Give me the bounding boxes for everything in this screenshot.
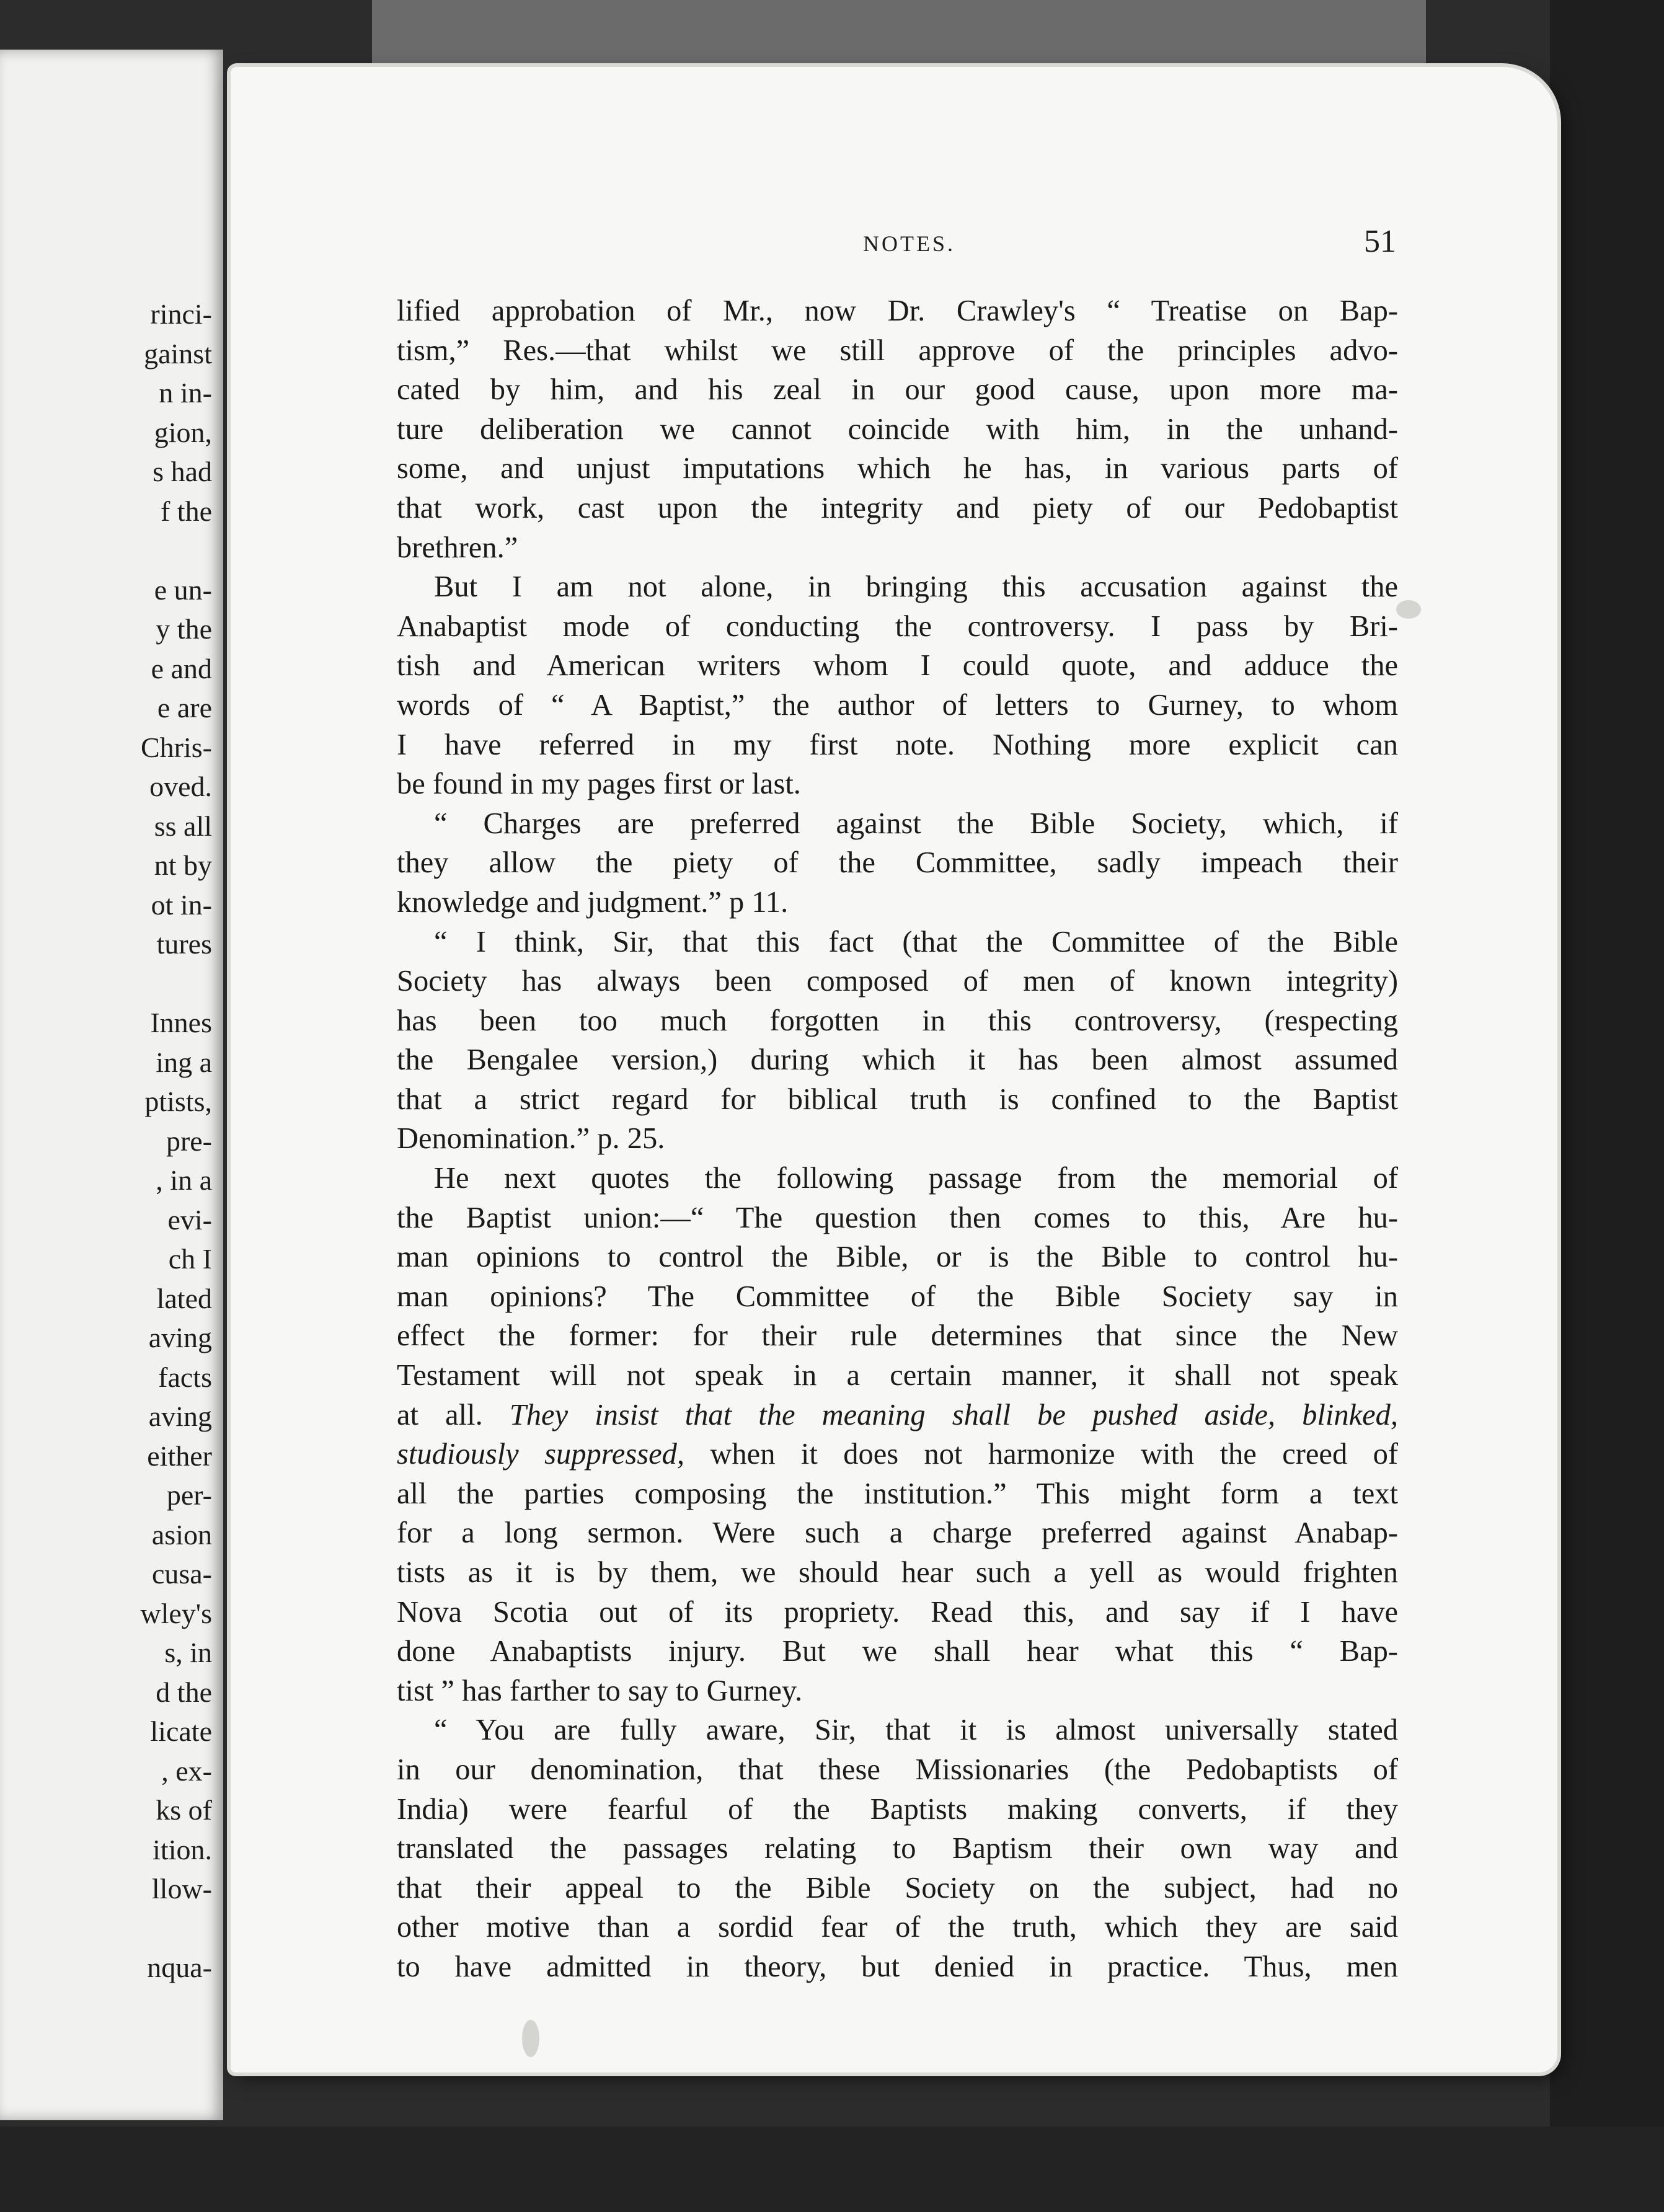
page-number: 51 xyxy=(1364,224,1396,259)
text-line: words of “ A Baptist,” the author of letters to Gurney, to whom xyxy=(397,688,1398,722)
fragment-line: nt by xyxy=(154,849,212,881)
fragment-line: aving xyxy=(148,1322,212,1353)
paragraph-first-line: He next quotes the following passage from the memorial of xyxy=(434,1162,1398,1195)
fragment-line: cusa- xyxy=(151,1558,212,1590)
text-segment: at all. xyxy=(397,1398,483,1431)
text-line: Denomination.” p. 25. xyxy=(397,1122,665,1156)
text-segment: when it does not harmonize with the creed of xyxy=(710,1438,1399,1471)
text-line: be found in my pages first or last. xyxy=(397,768,801,801)
fragment-line xyxy=(7,964,212,1004)
italic-quote-segment: They insist that the meaning shall be pushed aside, blinked, xyxy=(509,1398,1399,1431)
text-line: brethren.” xyxy=(397,531,518,564)
fragment-line: ch I xyxy=(168,1243,212,1275)
text-line: other motive than a sordid fear of the truth, which they are said xyxy=(397,1911,1398,1944)
paragraph-first-line: “ Charges are preferred against the Bible Society, which, if xyxy=(434,807,1398,840)
running-head xyxy=(404,223,1396,267)
facing-page-left xyxy=(0,50,223,2120)
fragment-line: , ex- xyxy=(161,1754,212,1787)
text-line: cated by him, and his zeal in our good cause, upon more ma- xyxy=(397,373,1398,407)
fragment-line: licate xyxy=(150,1715,212,1747)
facing-page-text xyxy=(7,294,212,1988)
fragment-line: gion, xyxy=(154,416,212,448)
text-line: ture deliberation we cannot coincide with him, in the unhand- xyxy=(397,412,1398,446)
fragment-line: lated xyxy=(156,1282,212,1314)
paper-blemish xyxy=(522,2020,539,2057)
text-line: in our denomination, that these Missionaries (the Pedobaptists of xyxy=(397,1753,1398,1786)
paragraph-first-line: “ You are fully aware, Sir, that it is almost universally stated xyxy=(434,1714,1398,1747)
fragment-line: ptists, xyxy=(144,1086,212,1117)
fragment-line: ss all xyxy=(154,810,212,842)
fragment-line: e are xyxy=(157,692,212,723)
text-line: lified approbation of Mr., now Dr. Crawley's “ Treatise on Bap- xyxy=(397,294,1398,327)
text-line: some, and unjust imputations which he has, in various parts of xyxy=(397,452,1398,485)
text-line: Society has always been composed of men of known integrity) xyxy=(397,965,1398,998)
text-line: that their appeal to the Bible Society on the subject, had no xyxy=(397,1871,1398,1905)
text-line-with-italic xyxy=(397,1396,1398,1435)
text-line: effect the former: for their rule determines that since the New xyxy=(397,1319,1398,1353)
fragment-line: wley's xyxy=(140,1597,212,1629)
fragment-line: rinci- xyxy=(150,298,212,330)
text-line: Testament will not speak in a certain manner, it shall not speak xyxy=(397,1359,1398,1392)
text-line: Nova Scotia out of its propriety. Read this, and say if I have xyxy=(397,1595,1398,1629)
fragment-line: y the xyxy=(156,613,212,645)
fragment-line: aving xyxy=(148,1400,212,1432)
paragraph-first-line: But I am not alone, in bringing this accusation against the xyxy=(434,570,1398,604)
fragment-line xyxy=(7,1909,212,1949)
scan-background-bottom xyxy=(0,2126,1664,2212)
fragment-line: s had xyxy=(153,456,212,487)
text-line-with-italic xyxy=(397,1435,1398,1474)
italic-quote-segment: studiously suppressed, xyxy=(397,1438,684,1471)
fragment-line: ition. xyxy=(153,1833,212,1865)
text-line: that work, cast upon the integrity and piety of our Pedobaptist xyxy=(397,491,1398,524)
fragment-line: oved. xyxy=(149,771,212,802)
paragraph-first-line: “ I think, Sir, that this fact (that the Committee of the Bible xyxy=(434,925,1398,958)
fragment-line: s, in xyxy=(164,1637,212,1668)
fragment-line: either xyxy=(147,1440,212,1472)
text-line: Anabaptist mode of conducting the controversy. I pass by Bri- xyxy=(397,609,1398,643)
text-line: tism,” Res.—that whilst we still approve of the principles advo- xyxy=(397,334,1398,367)
fragment-line: pre- xyxy=(166,1125,212,1157)
fragment-line xyxy=(7,531,212,570)
fragment-line: evi- xyxy=(167,1203,212,1236)
text-line: tists as it is by them, we should hear such a yell as would frighten xyxy=(397,1556,1398,1589)
fragment-line: Innes xyxy=(150,1007,212,1038)
text-line: tish and American writers whom I could quote, and adduce the xyxy=(397,649,1398,683)
text-line: translated the passages relating to Baptism their own way and xyxy=(397,1832,1398,1865)
fragment-line: f the xyxy=(160,495,212,527)
running-head-title: NOTES. xyxy=(863,231,955,256)
text-line: done Anabaptists injury. But we shall hear what this “ Bap- xyxy=(397,1635,1398,1668)
fragment-line: Chris- xyxy=(141,731,212,763)
fragment-line: ks of xyxy=(156,1794,212,1826)
paper-blemish xyxy=(1396,600,1421,619)
fragment-line: e and xyxy=(151,652,212,684)
text-line: has been too much forgotten in this controversy, (respecting xyxy=(397,1004,1398,1037)
text-line: that a strict regard for biblical truth is confined to the Baptist xyxy=(397,1082,1398,1116)
scan-background-top xyxy=(372,0,1426,68)
text-line: for a long sermon. Were such a charge preferred against Anabap- xyxy=(397,1516,1398,1550)
fragment-line: asion xyxy=(151,1518,212,1551)
text-line: tist ” has farther to say to Gurney. xyxy=(397,1674,803,1707)
text-line: I have referred in my first note. Nothing more explicit can xyxy=(397,728,1398,761)
text-line: India) were fearful of the Baptists making converts, if they xyxy=(397,1792,1398,1826)
fragment-line: , in a xyxy=(156,1164,212,1196)
fragment-line: ing a xyxy=(156,1046,212,1078)
text-line: the Bengalee version,) during which it has been almost assumed xyxy=(397,1043,1398,1077)
text-line: man opinions to control the Bible, or is the Bible to control hu- xyxy=(397,1241,1398,1274)
fragment-line: d the xyxy=(156,1676,212,1708)
fragment-line: nqua- xyxy=(147,1952,212,1983)
text-line: man opinions? The Committee of the Bible Society say in xyxy=(397,1280,1398,1313)
fragment-line: gainst xyxy=(144,337,212,369)
text-line: knowledge and judgment.” p 11. xyxy=(397,885,789,919)
scan-background-right xyxy=(1550,0,1664,2212)
fragment-line: facts xyxy=(158,1361,212,1393)
fragment-line: ot in- xyxy=(151,888,212,921)
text-line: they allow the piety of the Committee, sadly impeach their xyxy=(397,846,1398,880)
fragment-line: tures xyxy=(156,928,212,960)
fragment-line: e un- xyxy=(154,573,212,606)
fragment-line: llow- xyxy=(151,1873,212,1905)
fragment-line: n in- xyxy=(159,377,212,409)
text-line: all the parties composing the institution.” This might form a text xyxy=(397,1477,1398,1510)
body-text xyxy=(397,291,1398,1987)
fragment-line: per- xyxy=(166,1479,212,1511)
text-line: to have admitted in theory, but denied in practice. Thus, men xyxy=(397,1950,1398,1983)
text-line: the Baptist union:—“ The question then comes to this, Are hu- xyxy=(397,1201,1398,1234)
